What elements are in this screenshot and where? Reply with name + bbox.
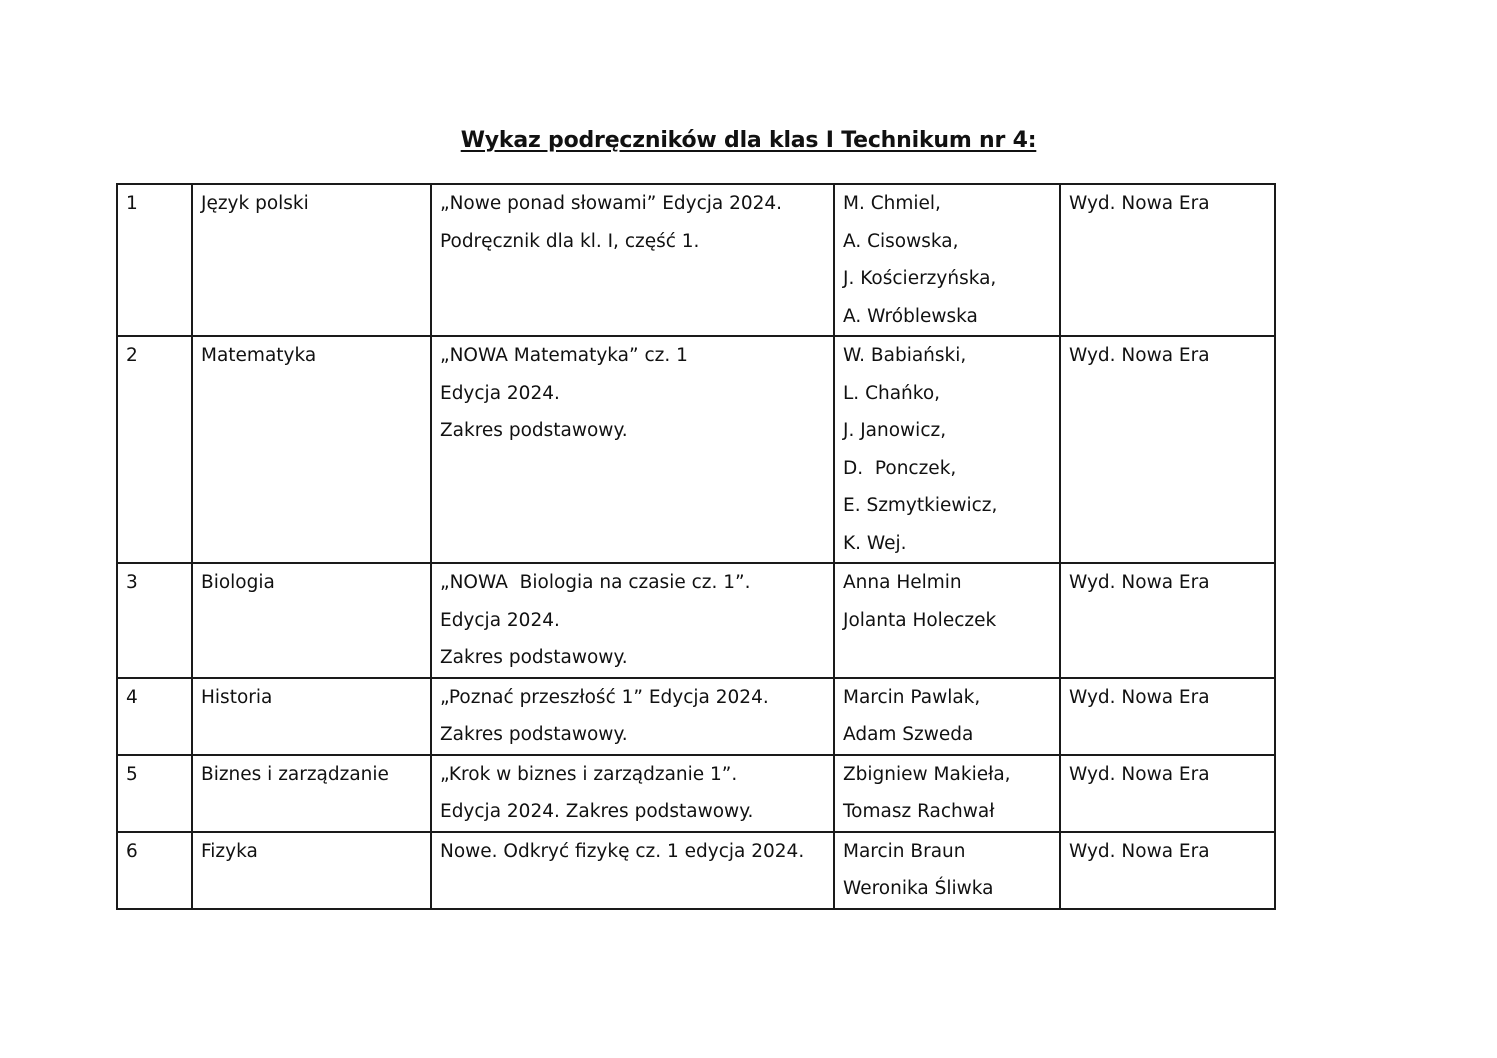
subject-cell: Język polski bbox=[192, 184, 431, 336]
row-number: 1 bbox=[117, 184, 192, 336]
page-title: Wykaz podręczników dla klas I Technikum nr 4: bbox=[460, 128, 1037, 153]
row-number: 6 bbox=[117, 832, 192, 909]
textbook-cell bbox=[431, 755, 834, 832]
textbook-line: „Nowe ponad słowami” Edycja 2024. bbox=[440, 193, 783, 214]
author-line: Zbigniew Makieła, bbox=[843, 763, 1011, 785]
textbook-line: Edycja 2024. bbox=[440, 382, 560, 404]
textbook-cell bbox=[431, 832, 834, 909]
table-row bbox=[117, 184, 1275, 336]
author-line: W. Babiański, bbox=[843, 345, 967, 366]
table-row bbox=[117, 755, 1275, 832]
author-line: J. Janowicz, bbox=[843, 420, 947, 441]
author-line: Jolanta Holeczek bbox=[843, 609, 997, 631]
table-row bbox=[117, 336, 1275, 563]
author-line: Marcin Braun bbox=[843, 840, 966, 862]
row-number: 2 bbox=[117, 336, 192, 563]
textbook-line: Edycja 2024. Zakres podstawowy. bbox=[440, 801, 754, 822]
textbook-line: Podręcznik dla kl. I, część 1. bbox=[440, 230, 700, 252]
author-line: K. Wej. bbox=[843, 532, 907, 554]
publisher-cell: Wyd. Nowa Era bbox=[1060, 184, 1275, 336]
row-number: 3 bbox=[117, 563, 192, 678]
textbook-line: Nowe. Odkryć fizykę cz. 1 edycja 2024. bbox=[440, 840, 805, 862]
authors-cell bbox=[834, 832, 1060, 909]
author-line: E. Szmytkiewicz, bbox=[843, 495, 998, 516]
textbook-line: Zakres podstawowy. bbox=[440, 420, 628, 441]
author-line: Adam Szweda bbox=[843, 724, 974, 745]
textbook-line: „Krok w biznes i zarządzanie 1”. bbox=[440, 763, 738, 785]
row-number: 4 bbox=[117, 678, 192, 755]
textbook-line: „Poznać przeszłość 1” Edycja 2024. bbox=[440, 686, 769, 708]
textbook-cell bbox=[431, 678, 834, 755]
author-line: D. Ponczek, bbox=[843, 457, 957, 479]
subject-cell: Fizyka bbox=[192, 832, 431, 909]
subject-cell: Historia bbox=[192, 678, 431, 755]
table-row bbox=[117, 563, 1275, 678]
author-line: J. Kościerzyńska, bbox=[843, 268, 997, 289]
publisher-cell: Wyd. Nowa Era bbox=[1060, 755, 1275, 832]
textbook-line: „NOWA Biologia na czasie cz. 1”. bbox=[440, 572, 751, 593]
table-row bbox=[117, 678, 1275, 755]
authors-cell bbox=[834, 563, 1060, 678]
textbook-cell bbox=[431, 563, 834, 678]
authors-cell bbox=[834, 336, 1060, 563]
textbook-line: „NOWA Matematyka” cz. 1 bbox=[440, 345, 688, 366]
textbook-cell bbox=[431, 184, 834, 336]
author-line: A. Cisowska, bbox=[843, 230, 959, 252]
author-line: L. Chańko, bbox=[843, 382, 941, 404]
author-line: A. Wróblewska bbox=[843, 305, 978, 327]
publisher-cell: Wyd. Nowa Era bbox=[1060, 678, 1275, 755]
textbook-cell bbox=[431, 336, 834, 563]
subject-cell: Matematyka bbox=[192, 336, 431, 563]
author-line: Marcin Pawlak, bbox=[843, 686, 981, 708]
textbook-line: Zakres podstawowy. bbox=[440, 647, 628, 668]
subject-cell: Biologia bbox=[192, 563, 431, 678]
publisher-cell: Wyd. Nowa Era bbox=[1060, 832, 1275, 909]
row-number: 5 bbox=[117, 755, 192, 832]
author-line: Tomasz Rachwał bbox=[843, 801, 995, 822]
table-row bbox=[117, 832, 1275, 909]
textbook-line: Zakres podstawowy. bbox=[440, 724, 628, 745]
authors-cell bbox=[834, 678, 1060, 755]
authors-cell bbox=[834, 755, 1060, 832]
publisher-cell: Wyd. Nowa Era bbox=[1060, 563, 1275, 678]
textbook-line: Edycja 2024. bbox=[440, 609, 560, 631]
author-line: M. Chmiel, bbox=[843, 193, 941, 214]
authors-cell bbox=[834, 184, 1060, 336]
textbook-table bbox=[116, 183, 1276, 910]
author-line: Anna Helmin bbox=[843, 572, 962, 593]
author-line: Weronika Śliwka bbox=[843, 878, 994, 899]
subject-cell: Biznes i zarządzanie bbox=[192, 755, 431, 832]
publisher-cell: Wyd. Nowa Era bbox=[1060, 336, 1275, 563]
